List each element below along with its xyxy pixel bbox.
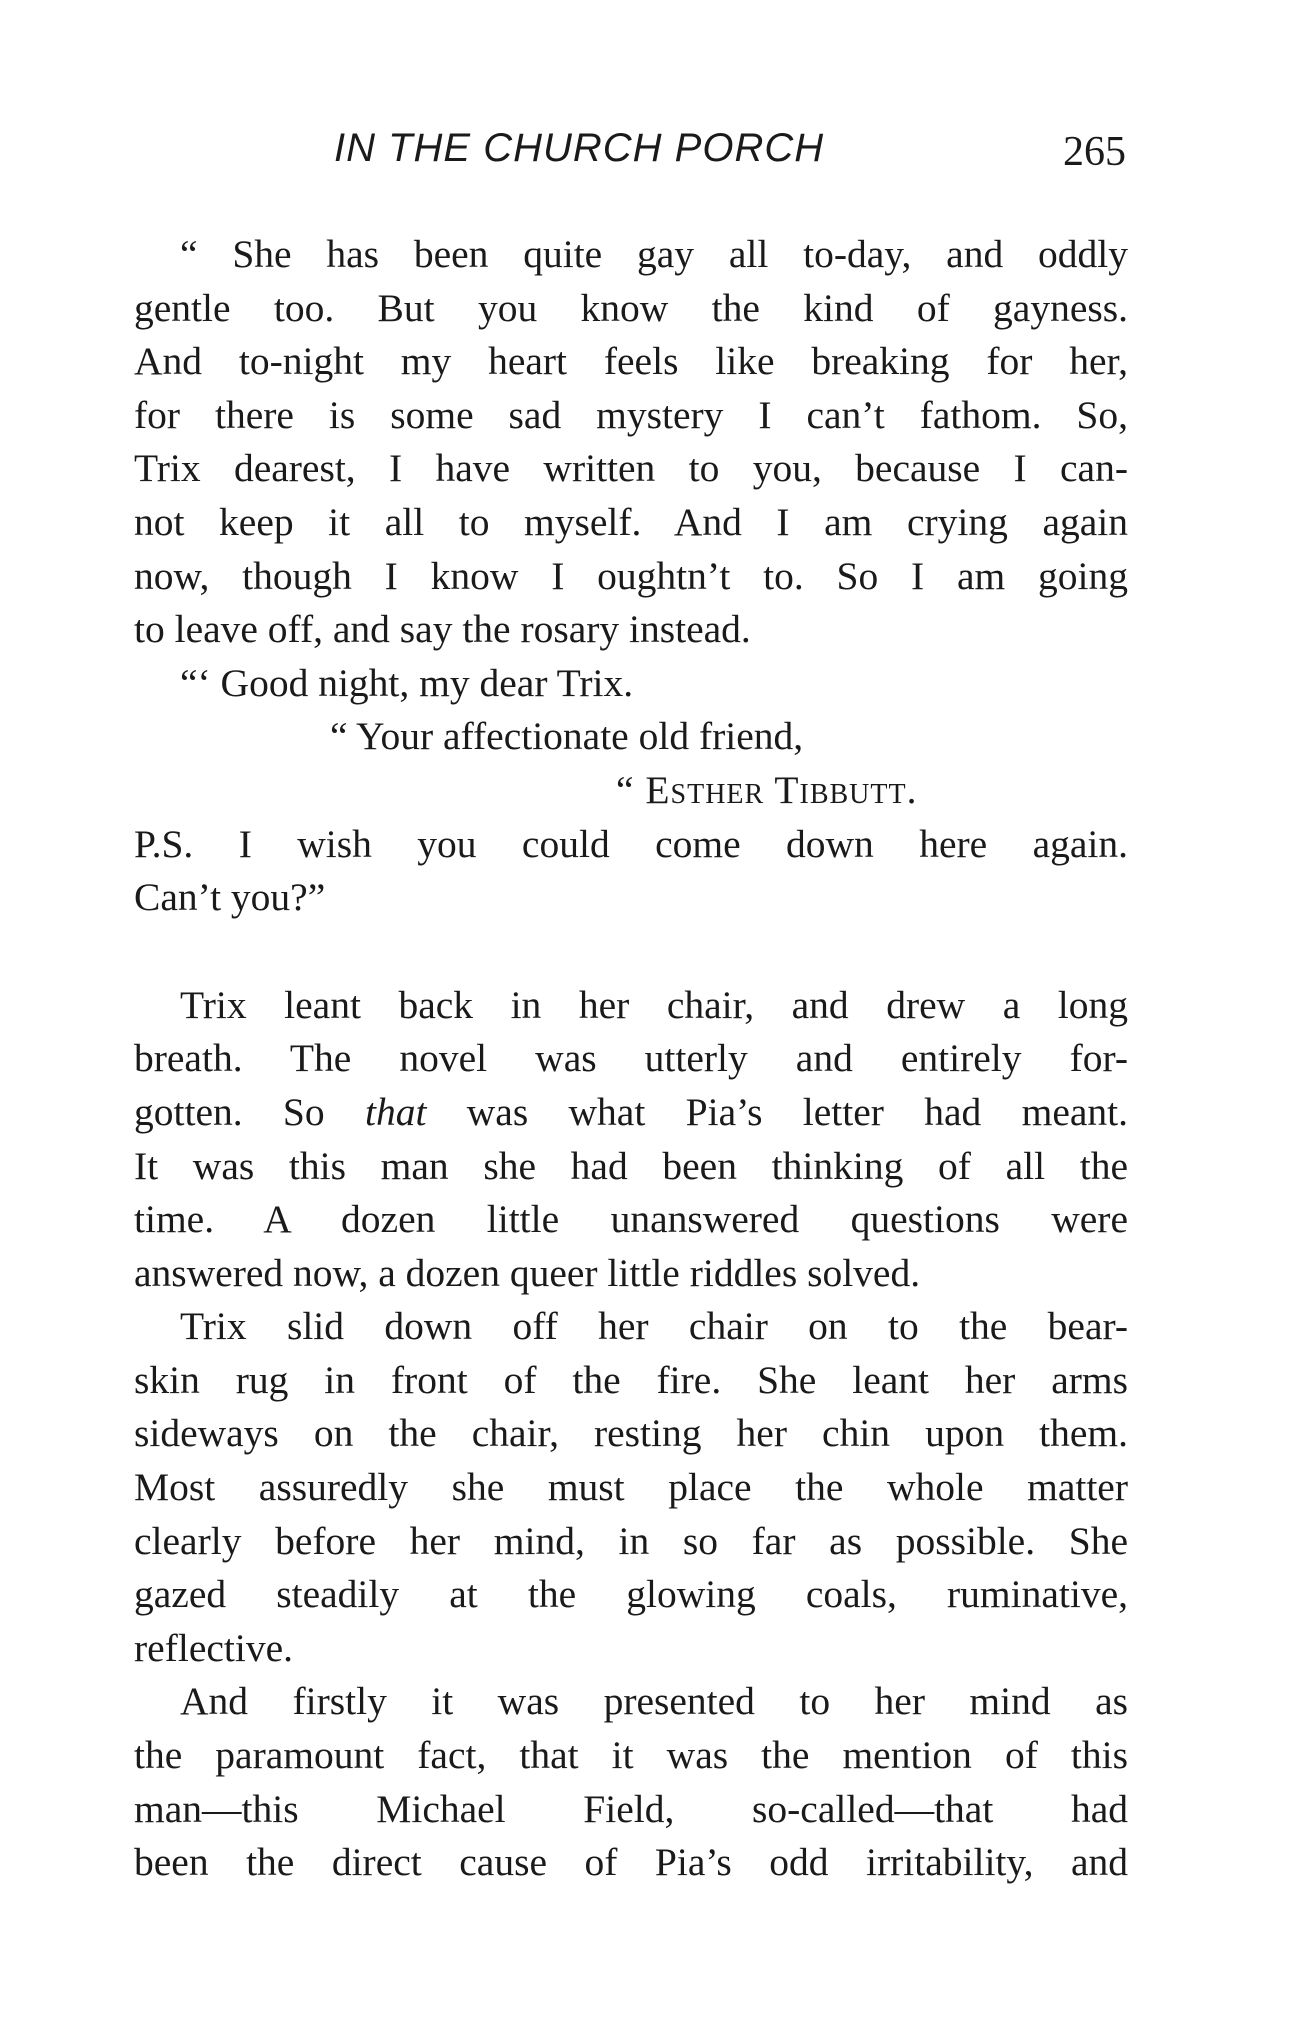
text-line: Trix slid down off her chair on to the bear- xyxy=(180,1304,1128,1349)
text-line: now, though I know I oughtn’t to. So I am going xyxy=(134,553,1128,598)
text-line: It was this man she had been thinking of all the xyxy=(134,1143,1128,1188)
text-line: And firstly it was presented to her mind as xyxy=(180,1679,1128,1724)
running-head xyxy=(134,118,1134,178)
text-line: reflective. xyxy=(134,1625,293,1670)
text-line: been the direct cause of Pia’s odd irritability, and xyxy=(134,1840,1128,1885)
text-line: Most assuredly she must place the whole matter xyxy=(134,1465,1128,1510)
text-line: skin rug in front of the fire. She leant her arms xyxy=(134,1357,1128,1402)
text-line: Trix dearest, I have written to you, because I can- xyxy=(134,446,1128,491)
text-line: to leave off, and say the rosary instead. xyxy=(134,607,751,652)
emphasis-word: that xyxy=(364,1089,427,1134)
text-line: clearly before her mind, in so far as possible. She xyxy=(134,1518,1128,1563)
text-line: “ She has been quite gay all to-day, and oddly xyxy=(180,232,1128,276)
page-body xyxy=(134,228,1128,1890)
text-line: not keep it all to myself. And I am crying again xyxy=(134,499,1128,544)
text-line: gentle too. But you know the kind of gayness. xyxy=(134,285,1128,330)
text-line: man—this Michael Field, so-called—that had xyxy=(134,1786,1128,1831)
text-line: time. A dozen little unanswered questions were xyxy=(134,1197,1128,1242)
text-line: for there is some sad mystery I can’t fathom. So, xyxy=(134,392,1128,437)
postscript-line: P.S. I wish you could come down here again. xyxy=(134,821,1128,866)
text-line: Trix leant back in her chair, and drew a long xyxy=(180,982,1128,1027)
section-gap xyxy=(134,925,1128,979)
text-line xyxy=(134,1086,1128,1140)
letter-signature: “ Esther Tibbutt. xyxy=(616,767,918,812)
text-line: And to-night my heart feels like breaking for her, xyxy=(134,339,1128,384)
page-number: 265 xyxy=(1063,129,1126,175)
letter-closing: “‘ Good night, my dear Trix. xyxy=(180,660,634,705)
text-line: sideways on the chair, resting her chin upon them. xyxy=(134,1411,1128,1456)
letter-valediction: “ Your affectionate old friend, xyxy=(330,714,804,759)
text-run: gotten. So xyxy=(134,1089,365,1134)
text-line: answered now, a dozen queer little riddles solved. xyxy=(134,1250,921,1295)
text-line: gazed steadily at the glowing coals, ruminative, xyxy=(134,1572,1128,1617)
running-title: IN THE CHURCH PORCH xyxy=(334,126,825,170)
postscript-line: Can’t you?” xyxy=(134,875,326,920)
text-line: breath. The novel was utterly and entirely for- xyxy=(134,1036,1128,1081)
text-line: the paramount fact, that it was the mention of this xyxy=(134,1733,1128,1778)
text-run: was what Pia’s letter had meant. xyxy=(426,1089,1128,1134)
